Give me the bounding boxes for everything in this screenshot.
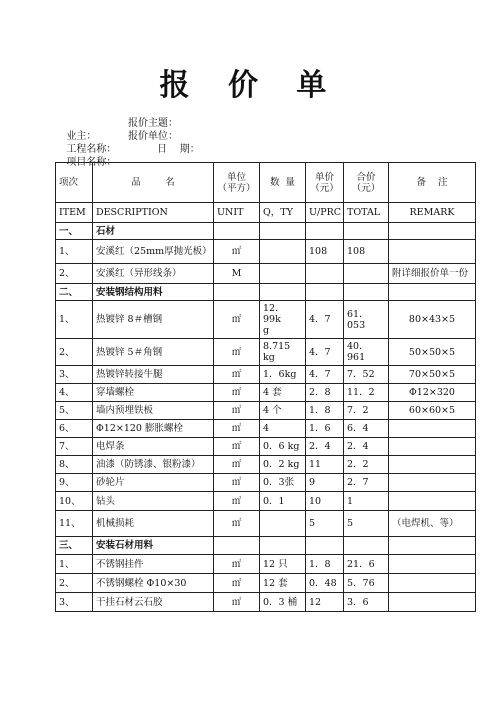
table-cell: 11．2	[344, 384, 389, 402]
section-row	[56, 284, 476, 301]
table-cell: 2、	[56, 264, 93, 284]
header-cell: U/PRC	[306, 203, 344, 223]
header-row-zh	[56, 163, 476, 203]
table-cell	[389, 474, 476, 492]
table-row	[56, 264, 476, 284]
table-row	[56, 402, 476, 420]
table-cell: 附详细报价单一份	[389, 264, 476, 284]
table-cell: 8.715 kg	[260, 339, 306, 366]
table-cell: 0．6 kg	[260, 438, 306, 456]
header-cell: DESCRIPTION	[93, 203, 214, 223]
table-row	[56, 593, 476, 612]
table-cell: 2．2	[344, 456, 389, 474]
header-cell: 合价 （元）	[344, 163, 389, 203]
table-cell: 9	[306, 474, 344, 492]
subject-label: 报价主题：	[128, 118, 178, 129]
table-cell	[306, 537, 344, 555]
table-cell: 5	[306, 511, 344, 537]
table-cell: 108	[344, 240, 389, 264]
table-cell: 石材	[93, 223, 214, 240]
table-cell: 4、	[56, 384, 93, 402]
table-cell: 安溪红（25mm厚抛光板）	[93, 240, 214, 264]
table-cell	[260, 511, 306, 537]
table-cell: 2．4	[344, 438, 389, 456]
header-cell: 数 量	[260, 163, 306, 203]
table-cell	[389, 420, 476, 438]
table-cell	[389, 456, 476, 474]
table-cell: 61．053	[344, 301, 389, 339]
table-cell: 4．7	[306, 366, 344, 384]
table-row	[56, 420, 476, 438]
table-cell: 0．1	[260, 492, 306, 511]
date-label: 日 期：	[157, 144, 200, 155]
table-cell: 70×50×5	[389, 366, 476, 384]
table-cell: 0．2 kg	[260, 456, 306, 474]
table-cell: 8、	[56, 456, 93, 474]
table-cell: ㎡	[214, 402, 260, 420]
table-cell	[389, 240, 476, 264]
page-title: 报 价 单	[159, 68, 341, 103]
table-cell: （电焊机、等）	[389, 511, 476, 537]
header-cell: 单价 （元）	[306, 163, 344, 203]
header-cell: 品 名	[93, 163, 214, 203]
table-cell: 6．4	[344, 420, 389, 438]
table-cell: 60×60×5	[389, 402, 476, 420]
table-cell: M	[214, 264, 260, 284]
table-cell: 不锈钢挂件	[93, 555, 214, 574]
quote-table	[55, 162, 476, 612]
table-cell: 3、	[56, 366, 93, 384]
table-cell: 6、	[56, 420, 93, 438]
table-cell: 0．48	[306, 574, 344, 593]
table-cell: 3．6	[344, 593, 389, 612]
header-cell: 单位 （平方）	[214, 163, 260, 203]
table-cell: 机械损耗	[93, 511, 214, 537]
table-cell: 4 套	[260, 384, 306, 402]
table-cell: ㎡	[214, 301, 260, 339]
table-cell: 12	[306, 593, 344, 612]
table-cell	[214, 284, 260, 301]
table-cell: 21．6	[344, 555, 389, 574]
table-cell: 50×50×5	[389, 339, 476, 366]
table-cell: 2、	[56, 574, 93, 593]
header-cell: UNIT	[214, 203, 260, 223]
header-row-en	[56, 203, 476, 223]
table-cell: 1．6	[306, 420, 344, 438]
table-row	[56, 240, 476, 264]
table-cell: 10	[306, 492, 344, 511]
table-row	[56, 456, 476, 474]
table-cell: 不锈钢螺栓 Φ10×30	[93, 574, 214, 593]
table-cell: 1．8	[306, 402, 344, 420]
table-cell: 电焊条	[93, 438, 214, 456]
table-cell: 40．961	[344, 339, 389, 366]
table-cell: Φ12×120 膨胀螺栓	[93, 420, 214, 438]
table-cell: 砂轮片	[93, 474, 214, 492]
table-cell: ㎡	[214, 555, 260, 574]
table-cell	[260, 264, 306, 284]
table-cell: 4．7	[306, 301, 344, 339]
table-cell: 钻头	[93, 492, 214, 511]
table-cell	[389, 284, 476, 301]
table-cell: 12．99k g	[260, 301, 306, 339]
table-cell: 11、	[56, 511, 93, 537]
table-cell: 0．3 桶	[260, 593, 306, 612]
section-row	[56, 537, 476, 555]
table-cell: 穿墙螺栓	[93, 384, 214, 402]
quoter-label: 报价单位：	[128, 131, 178, 142]
section-row	[56, 223, 476, 240]
table-row	[56, 574, 476, 593]
table-cell: 3、	[56, 593, 93, 612]
table-cell	[344, 284, 389, 301]
table-cell: 1．8	[306, 555, 344, 574]
header-cell: Q，TY	[260, 203, 306, 223]
table-cell: Φ12×320	[389, 384, 476, 402]
table-row	[56, 301, 476, 339]
table-cell: 1、	[56, 301, 93, 339]
table-cell: 7．52	[344, 366, 389, 384]
table-cell: 热镀锌 5＃角钢	[93, 339, 214, 366]
table-cell: 4	[260, 420, 306, 438]
table-cell: ㎡	[214, 574, 260, 593]
table-cell: 安装钢结构用料	[93, 284, 214, 301]
header-cell: REMARK	[389, 203, 476, 223]
table-cell: 5	[344, 511, 389, 537]
table-cell: 2、	[56, 339, 93, 366]
table-cell	[260, 537, 306, 555]
table-cell	[389, 223, 476, 240]
table-cell	[344, 537, 389, 555]
table-cell	[389, 492, 476, 511]
table-cell: 108	[306, 240, 344, 264]
table-cell: 1、	[56, 240, 93, 264]
header-cell: 备 注	[389, 163, 476, 203]
table-cell: 1．6kg	[260, 366, 306, 384]
table-cell: 热镀锌转接牛腿	[93, 366, 214, 384]
header-cell: 项次	[56, 163, 93, 203]
table-cell: 11	[306, 456, 344, 474]
table-cell: 1	[344, 492, 389, 511]
table-cell: ㎡	[214, 511, 260, 537]
table-cell: 5、	[56, 402, 93, 420]
table-cell: 7、	[56, 438, 93, 456]
table-cell	[389, 593, 476, 612]
table-cell: ㎡	[214, 366, 260, 384]
table-cell	[306, 264, 344, 284]
table-cell	[389, 537, 476, 555]
table-row	[56, 366, 476, 384]
table-cell: 12 套	[260, 574, 306, 593]
header-cell: TOTAL	[344, 203, 389, 223]
table-cell: 墙内预埋铁板	[93, 402, 214, 420]
table-cell: 2．7	[344, 474, 389, 492]
table-cell: 0．3张	[260, 474, 306, 492]
project-label: 工程名称：	[66, 144, 117, 155]
table-row	[56, 384, 476, 402]
table-cell	[389, 574, 476, 593]
table-cell: 油漆（防锈漆、银粉漆）	[93, 456, 214, 474]
table-cell: 9、	[56, 474, 93, 492]
table-cell: 安装石材用料	[93, 537, 214, 555]
table-cell: 5．76	[344, 574, 389, 593]
table-cell: ㎡	[214, 420, 260, 438]
table-row	[56, 511, 476, 537]
table-cell: 干挂石材云石胶	[93, 593, 214, 612]
table-cell: ㎡	[214, 474, 260, 492]
table-row	[56, 339, 476, 366]
table-row	[56, 474, 476, 492]
table-cell: ㎡	[214, 339, 260, 366]
table-cell	[214, 537, 260, 555]
table-cell: 2．4	[306, 438, 344, 456]
table-cell	[389, 555, 476, 574]
table-cell	[306, 284, 344, 301]
table-cell: ㎡	[214, 438, 260, 456]
table-cell: 4 个	[260, 402, 306, 420]
table-cell: 二、	[56, 284, 93, 301]
table-cell: 80×43×5	[389, 301, 476, 339]
table-cell: 2．8	[306, 384, 344, 402]
table-cell: 安溪红（异形线条）	[93, 264, 214, 284]
table-cell: ㎡	[214, 240, 260, 264]
table-row	[56, 555, 476, 574]
table-cell	[260, 223, 306, 240]
table-cell	[306, 223, 344, 240]
table-cell	[260, 284, 306, 301]
table-row	[56, 438, 476, 456]
table-cell: 7．2	[344, 402, 389, 420]
table-cell: 三、	[56, 537, 93, 555]
table-cell: ㎡	[214, 492, 260, 511]
table-cell	[260, 240, 306, 264]
table-cell	[389, 438, 476, 456]
table-cell	[214, 223, 260, 240]
table-cell: 热镀锌 8＃槽钢	[93, 301, 214, 339]
table-cell: ㎡	[214, 593, 260, 612]
table-cell: 4．7	[306, 339, 344, 366]
table-cell: 一、	[56, 223, 93, 240]
table-row	[56, 492, 476, 511]
owner-label: 业主：	[66, 131, 97, 142]
header-cell: ITEM	[56, 203, 93, 223]
item-name-label: 项目名称：	[66, 157, 117, 168]
table-cell: 10、	[56, 492, 93, 511]
table-cell	[344, 223, 389, 240]
table-cell: ㎡	[214, 384, 260, 402]
table-cell: ㎡	[214, 456, 260, 474]
table-cell: 12 只	[260, 555, 306, 574]
table-cell: 1、	[56, 555, 93, 574]
table-cell	[344, 264, 389, 284]
